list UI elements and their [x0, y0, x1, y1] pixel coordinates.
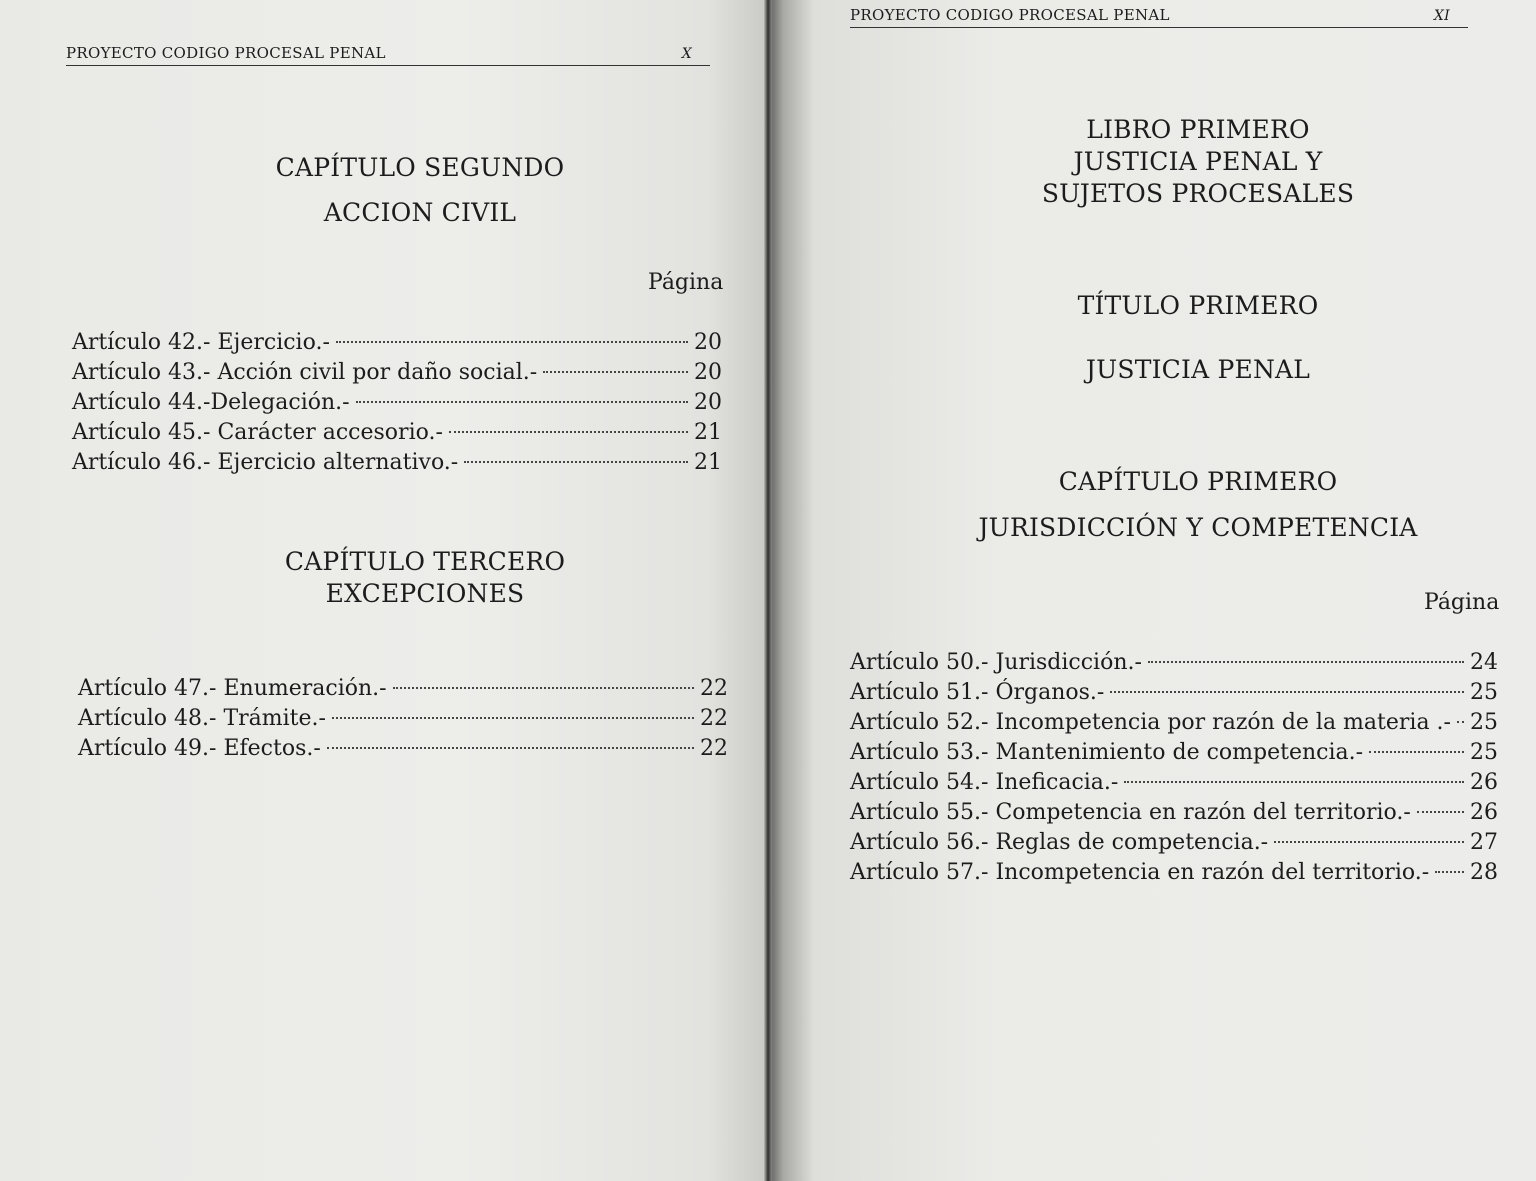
chapter-one-toc: [850, 648, 1498, 888]
toc-leader: [543, 371, 688, 373]
chapter-two-title: CAPÍTULO SEGUNDO: [275, 153, 565, 182]
toc-entry-title: Artículo 54.- Ineficacia.-: [850, 770, 1119, 795]
toc-entry-page: 24: [1470, 650, 1498, 675]
right-page: [768, 0, 1536, 1181]
toc-entry-page: 26: [1470, 800, 1498, 825]
toc-entry-page: 21: [694, 450, 722, 475]
chapter-two-subtitle: ACCION CIVIL: [323, 198, 517, 227]
toc-entry-page: 20: [694, 330, 722, 355]
toc-entry: [72, 328, 722, 358]
right-folio: XI: [1433, 8, 1450, 24]
toc-entry-page: 20: [694, 390, 722, 415]
toc-leader: [1417, 811, 1464, 813]
right-page-label: Página: [1424, 590, 1500, 615]
toc-entry: [72, 418, 722, 448]
toc-entry: [850, 738, 1498, 768]
toc-entry-title: Artículo 53.- Mantenimiento de competencia.-: [850, 740, 1364, 765]
toc-leader: [336, 341, 688, 343]
chapter-three-toc: [78, 674, 728, 764]
toc-entry-title: Artículo 55.- Competencia en razón del territorio.-: [850, 800, 1411, 825]
toc-leader: [1124, 781, 1464, 783]
toc-entry-title: Artículo 45.- Carácter accesorio.-: [72, 420, 443, 445]
toc-entry: [850, 858, 1498, 888]
toc-entry-page: 22: [700, 706, 728, 731]
toc-leader: [356, 401, 688, 403]
left-folio: X: [681, 46, 692, 62]
book-heading: [898, 114, 1498, 210]
toc-entry-page: 28: [1470, 860, 1498, 885]
toc-leader: [1457, 721, 1464, 723]
toc-entry: [72, 358, 722, 388]
book-line-3: SUJETOS PROCESALES: [1041, 179, 1355, 208]
title-one-heading: TÍTULO PRIMERO: [1077, 291, 1319, 320]
toc-entry: [78, 734, 728, 764]
toc-entry-title: Artículo 43.- Acción civil por daño social.-: [72, 360, 538, 385]
toc-entry: [78, 704, 728, 734]
toc-entry: [72, 388, 722, 418]
toc-entry-title: Artículo 56.- Reglas de competencia.-: [850, 830, 1269, 855]
toc-entry-title: Artículo 50.- Jurisdicción.-: [850, 650, 1142, 675]
toc-entry: [850, 798, 1498, 828]
toc-entry-page: 25: [1470, 680, 1498, 705]
chapter-three-title: CAPÍTULO TERCERO: [284, 547, 566, 576]
toc-leader: [332, 717, 694, 719]
toc-leader: [1274, 841, 1464, 843]
toc-leader: [1110, 691, 1464, 693]
toc-entry-title: Artículo 47.- Enumeración.-: [78, 676, 387, 701]
toc-leader: [1435, 871, 1464, 873]
toc-leader: [464, 461, 688, 463]
toc-entry-page: 22: [700, 736, 728, 761]
right-running-title: PROYECTO CODIGO PROCESAL PENAL: [850, 6, 1170, 24]
toc-entry: [850, 768, 1498, 798]
chapter-two-toc: [72, 328, 722, 478]
toc-leader: [449, 431, 688, 433]
toc-entry-title: Artículo 52.- Incompetencia por razón de la materia .-: [850, 710, 1451, 735]
toc-entry-page: 27: [1470, 830, 1498, 855]
chapter-three-heading: [120, 546, 730, 610]
toc-entry-title: Artículo 46.- Ejercicio alternativo.-: [72, 450, 459, 475]
toc-leader: [1148, 661, 1464, 663]
toc-entry: [850, 828, 1498, 858]
toc-entry-page: 20: [694, 360, 722, 385]
toc-entry: [78, 674, 728, 704]
toc-leader: [393, 687, 694, 689]
toc-entry-title: Artículo 57.- Incompetencia en razón del territorio.-: [850, 860, 1430, 885]
book-line-2: JUSTICIA PENAL Y: [1073, 147, 1323, 176]
left-running-title: PROYECTO CODIGO PROCESAL PENAL: [66, 44, 386, 62]
book-line-1: LIBRO PRIMERO: [1086, 115, 1310, 144]
toc-entry-title: Artículo 49.- Efectos.-: [78, 736, 321, 761]
toc-entry-page: 25: [1470, 740, 1498, 765]
toc-entry-title: Artículo 44.-Delegación.-: [72, 390, 350, 415]
chapter-one-title: CAPÍTULO PRIMERO: [1058, 467, 1338, 496]
toc-entry-page: 21: [694, 420, 722, 445]
toc-entry-page: 26: [1470, 770, 1498, 795]
toc-entry: [850, 648, 1498, 678]
book-spine: [764, 0, 772, 1181]
chapter-two-heading: [120, 152, 720, 229]
toc-entry-title: Artículo 48.- Trámite.-: [78, 706, 326, 731]
chapter-one-subtitle: JURISDICCIÓN Y COMPETENCIA: [978, 513, 1418, 542]
toc-leader: [1369, 751, 1464, 753]
toc-entry-title: Artículo 51.- Órganos.-: [850, 680, 1105, 705]
toc-entry-page: 25: [1470, 710, 1498, 735]
toc-leader: [327, 747, 694, 749]
chapter-three-subtitle: EXCEPCIONES: [325, 579, 525, 608]
toc-entry-page: 22: [700, 676, 728, 701]
toc-entry: [850, 678, 1498, 708]
toc-entry-title: Artículo 42.- Ejercicio.-: [72, 330, 330, 355]
left-running-head: [66, 44, 710, 66]
title-one-subtitle: JUSTICIA PENAL: [1085, 355, 1311, 384]
left-page-label: Página: [648, 270, 724, 295]
toc-entry: [72, 448, 722, 478]
chapter-one-heading: [898, 466, 1498, 544]
toc-entry: [850, 708, 1498, 738]
right-running-head: [850, 6, 1468, 28]
